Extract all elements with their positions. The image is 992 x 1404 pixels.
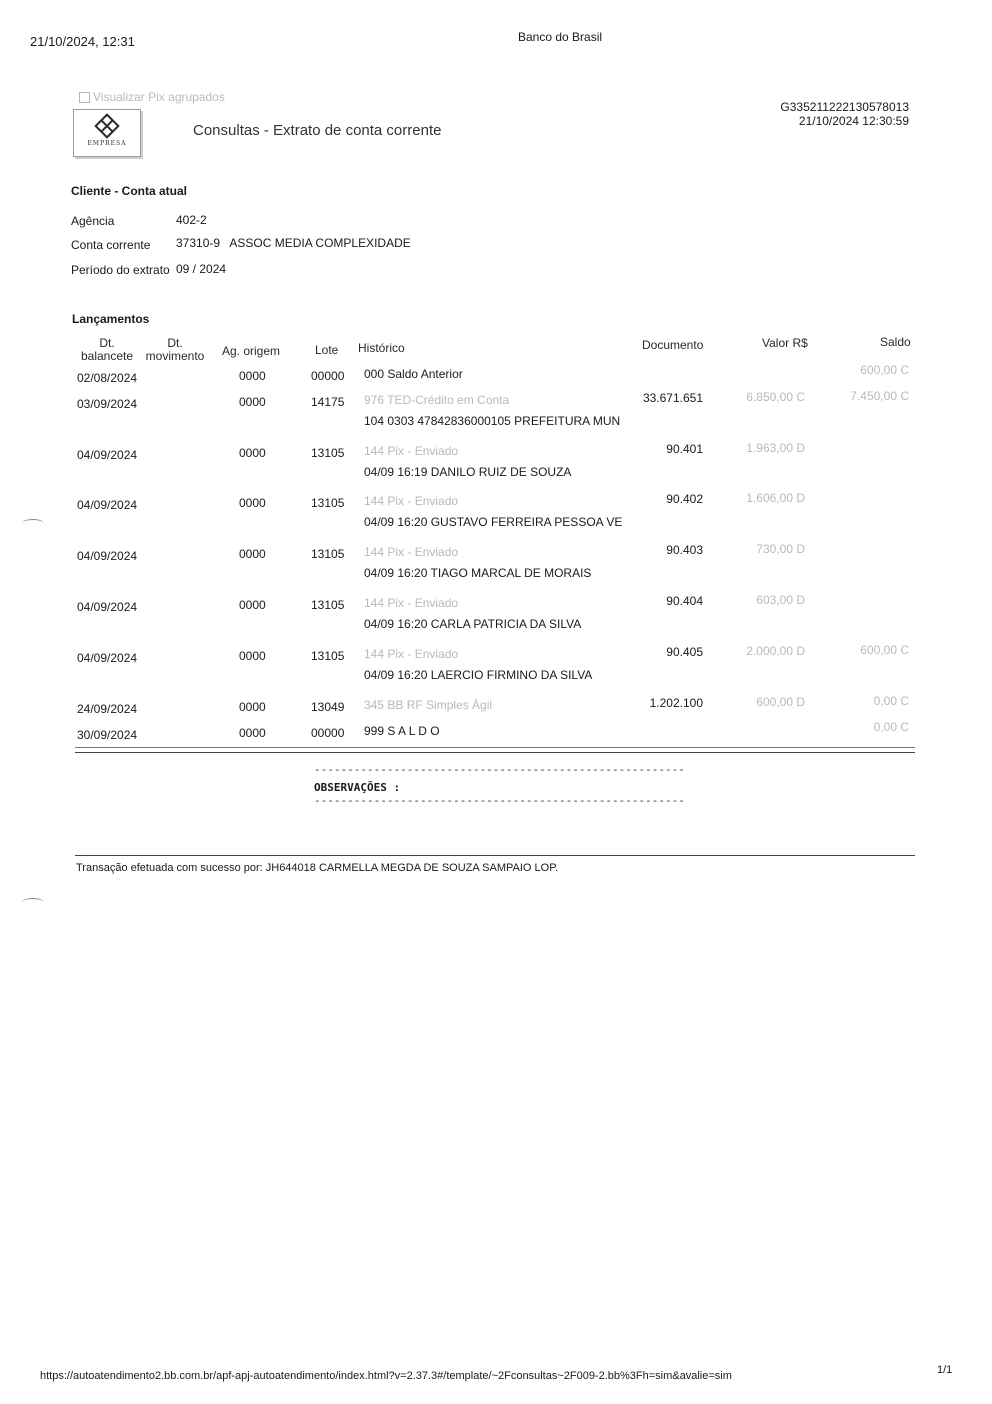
row-dt-balancete: 04/09/2024 — [77, 498, 138, 512]
page-number: 1/1 — [937, 1364, 953, 1376]
bb-logo-icon — [74, 110, 140, 156]
row-ag-origem: 0000 — [239, 700, 266, 714]
row-documento: 90.405 — [666, 645, 703, 659]
row-ag-origem: 0000 — [239, 446, 266, 460]
row-dt-balancete: 04/09/2024 — [77, 549, 138, 563]
header-documento: Documento — [642, 338, 704, 352]
periodo-label: Período do extrato — [71, 263, 170, 277]
header-historico: Histórico — [358, 341, 405, 355]
header-dt-balancete — [78, 337, 136, 363]
page-title: Consultas - Extrato de conta corrente — [193, 122, 442, 139]
row-historico-detail: 104 0303 47842836000105 PREFEITURA MUN — [364, 414, 621, 428]
observacoes-dash-bottom: -------------------------------------------------------- — [314, 794, 685, 807]
row-lote: 14175 — [311, 395, 345, 409]
row-documento: 90.403 — [666, 543, 703, 557]
row-historico: 144 Pix - Enviado — [364, 444, 459, 458]
row-lote: 13049 — [311, 700, 345, 714]
table-bottom-rule — [75, 752, 915, 753]
row-lote: 13105 — [311, 446, 345, 460]
row-lote: 13105 — [311, 598, 345, 612]
scan-mark — [22, 898, 44, 907]
periodo-value: 09 / 2024 — [176, 262, 227, 276]
row-ag-origem: 0000 — [239, 496, 266, 510]
row-lote: 13105 — [311, 496, 345, 510]
row-dt-balancete: 04/09/2024 — [77, 651, 138, 665]
row-historico: 144 Pix - Enviado — [364, 596, 459, 610]
row-valor: 1.606,00 D — [746, 491, 805, 505]
row-documento: 33.671.651 — [642, 391, 703, 405]
print-datetime: 21/10/2024, 12:31 — [30, 34, 135, 49]
row-valor: 600,00 D — [756, 695, 805, 709]
table-top-rule — [75, 747, 915, 748]
bank-logo — [73, 109, 141, 157]
row-saldo: 7.450,00 C — [850, 389, 909, 403]
site-title: Banco do Brasil — [518, 30, 603, 44]
agencia-value: 402-2 — [176, 213, 207, 227]
document-datetime: 21/10/2024 12:30:59 — [798, 114, 909, 128]
row-historico: 976 TED-Crédito em Conta — [364, 393, 510, 407]
header-dt-balancete-line2: balancete — [80, 349, 134, 363]
row-historico: 000 Saldo Anterior — [364, 367, 463, 381]
observacoes-label: OBSERVAÇÕES : — [314, 781, 401, 794]
header-ag-origem: Ag. origem — [222, 344, 281, 358]
row-ag-origem: 0000 — [239, 598, 266, 612]
scan-mark — [22, 519, 44, 528]
row-ag-origem: 0000 — [239, 547, 266, 561]
row-saldo: 600,00 C — [860, 643, 909, 657]
header-dt-movimento — [144, 337, 206, 363]
row-lote: 13105 — [311, 547, 345, 561]
header-valor: Valor R$ — [762, 336, 808, 350]
row-historico: 144 Pix - Enviado — [364, 647, 459, 661]
header-dt-balancete-line1: Dt. — [99, 336, 115, 350]
row-dt-balancete: 24/09/2024 — [77, 702, 138, 716]
document-id: G335211222130578013 — [780, 100, 909, 114]
row-ag-origem: 0000 — [239, 395, 266, 409]
row-documento: 90.404 — [666, 594, 703, 608]
row-historico: 144 Pix - Enviado — [364, 494, 459, 508]
row-dt-balancete: 30/09/2024 — [77, 728, 138, 742]
row-lote: 13105 — [311, 649, 345, 663]
row-valor: 1.963,00 D — [746, 441, 805, 455]
footer-rule — [75, 855, 915, 856]
row-historico: 144 Pix - Enviado — [364, 545, 459, 559]
observacoes-dash-top: -------------------------------------------------------- — [314, 763, 685, 776]
row-lote: 00000 — [311, 726, 345, 740]
page-url: https://autoatendimento2.bb.com.br/apf-apj-autoatendimento/index.html?v=2.37.3#/template/~2Fconsultas~2F009-2.bb%3Fh=sim&avalie=sim — [40, 1370, 732, 1382]
header-lote: Lote — [315, 343, 339, 357]
conta-value: 37310-9 ASSOC MEDIA COMPLEXIDADE — [176, 236, 411, 250]
row-documento: 1.202.100 — [649, 696, 703, 710]
transaction-text: Transação efetuada com sucesso por: JH644018 CARMELLA MEGDA DE SOUZA SAMPAIO LOP. — [76, 862, 559, 874]
row-valor: 2.000,00 D — [746, 644, 805, 658]
lancamentos-title: Lançamentos — [72, 312, 150, 326]
header-dt-movimento-line1: Dt. — [167, 336, 183, 350]
row-dt-balancete: 04/09/2024 — [77, 600, 138, 614]
row-historico: 345 BB RF Simples Ágil — [364, 698, 493, 712]
client-section-title: Cliente - Conta atual — [71, 184, 188, 198]
visualizar-pix-checkbox[interactable] — [79, 92, 90, 103]
row-saldo: 0,00 C — [873, 720, 909, 734]
row-lote: 00000 — [311, 369, 345, 383]
row-ag-origem: 0000 — [239, 649, 266, 663]
row-historico-detail: 04/09 16:20 CARLA PATRICIA DA SILVA — [364, 617, 582, 631]
header-saldo: Saldo — [880, 335, 911, 349]
row-dt-balancete: 03/09/2024 — [77, 397, 138, 411]
conta-label: Conta corrente — [71, 238, 151, 252]
agencia-label: Agência — [71, 214, 115, 228]
row-dt-balancete: 02/08/2024 — [77, 371, 138, 385]
row-saldo: 0,00 C — [873, 694, 909, 708]
row-dt-balancete: 04/09/2024 — [77, 448, 138, 462]
row-ag-origem: 0000 — [239, 369, 266, 383]
checkbox-label: Visualizar Pix agrupados — [93, 90, 225, 104]
row-documento: 90.401 — [666, 442, 703, 456]
logo-text: EMPRESA — [87, 140, 127, 147]
row-historico-detail: 04/09 16:20 TIAGO MARCAL DE MORAIS — [364, 566, 592, 580]
header-dt-movimento-line2: movimento — [145, 349, 205, 363]
row-valor: 6.850,00 C — [746, 390, 805, 404]
row-historico-detail: 04/09 16:20 LAERCIO FIRMINO DA SILVA — [364, 668, 593, 682]
row-ag-origem: 0000 — [239, 726, 266, 740]
row-saldo: 600,00 C — [860, 363, 909, 377]
row-historico: 999 S A L D O — [364, 724, 440, 738]
row-historico-detail: 04/09 16:19 DANILO RUIZ DE SOUZA — [364, 465, 572, 479]
row-valor: 730,00 D — [756, 542, 805, 556]
row-documento: 90.402 — [666, 492, 703, 506]
row-historico-detail: 04/09 16:20 GUSTAVO FERREIRA PESSOA VE — [364, 515, 623, 529]
row-valor: 603,00 D — [756, 593, 805, 607]
